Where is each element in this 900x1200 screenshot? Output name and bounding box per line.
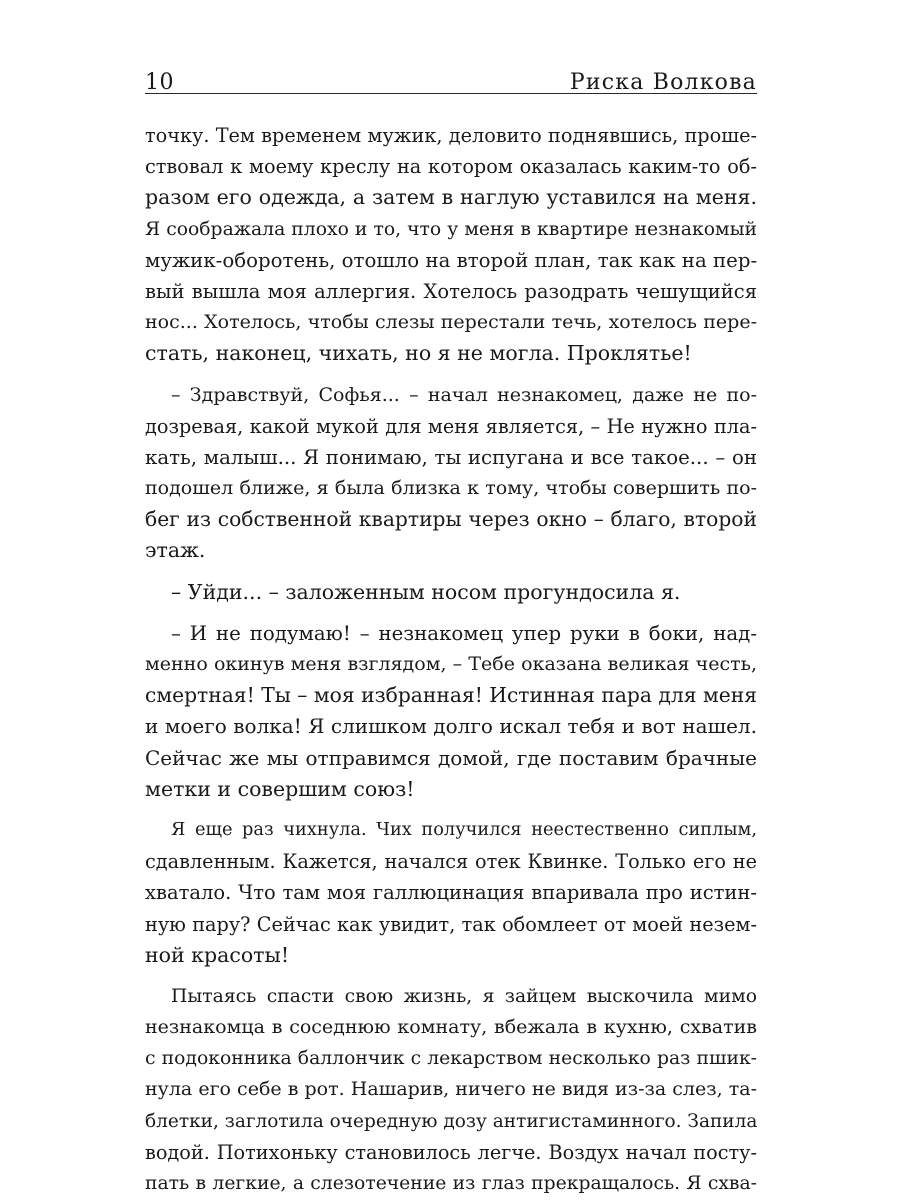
paragraph-gap (145, 370, 757, 380)
text-line: ную пару? Сейчас как увидит, так обомлеет от моей незем- (145, 912, 757, 936)
text-line: Пытаясь спасти свою жизнь, я зайцем выскочила мимо (171, 985, 757, 1007)
text-line: – Уйди... – заложенным носом прогундосила я. (171, 579, 681, 604)
text-line: стать, наконец, чихать, но я не могла. Проклятье! (145, 341, 692, 366)
text-line: этаж. (145, 538, 206, 563)
text-line: незнакомца в соседнюю комнату, вбежала в кухню, схватив (145, 1016, 757, 1039)
text-line: бег из собственной квартиры через окно – благо, второй (145, 507, 757, 532)
text-line: Сейчас же мы отправимся домой, где поставим брачные (145, 745, 757, 770)
text-line: менно окинув меня взглядом, – Тебе оказана великая честь, (145, 653, 757, 675)
text-line: подошел ближе, я была близка к тому, чтобы совершить по- (145, 477, 757, 500)
text-line: водой. Потихоньку становилось легче. Воздух начал посту- (145, 1140, 757, 1164)
book-page (145, 60, 757, 1199)
running-head (145, 60, 757, 94)
text-line: вый вышла моя аллергия. Хотелось разодрать чешущийся (145, 279, 757, 303)
text-line: нос... Хотелось, чтобы слезы перестали течь, хотелось пере- (145, 311, 757, 334)
text-line: мужик-оборотень, отошло на второй план, так как на пер- (145, 248, 758, 272)
paragraph-gap (145, 608, 757, 618)
text-line: точку. Тем временем мужик, деловито поднявшись, проше- (145, 124, 757, 147)
text-line: нула его себе в рот. Нашарив, ничего не видя из-за слез, та- (145, 1078, 757, 1101)
text-line: Я еще раз чихнула. Чих получился неестественно сиплым, (171, 819, 757, 840)
text-line: пать в легкие, а слезотечение из глаз прекращалось. Я схва- (145, 1173, 757, 1194)
page-number: 10 (145, 70, 174, 95)
text-line: разом его одежда, а затем в наглую уставился на меня. (145, 185, 757, 210)
text-line: ствовал к моему креслу на котором оказалась каким-то об- (145, 155, 757, 179)
paragraph-gap (145, 805, 757, 815)
text-line: кать, малыш... Я понимаю, ты испугана и все такое... – он (145, 445, 757, 469)
running-head-author: Риска Волкова (569, 70, 757, 95)
text-line: смертная! Ты – моя избранная! Истинная пара для меня (145, 683, 757, 708)
paragraph-gap (145, 971, 757, 981)
text-line: с подоконника баллончик с лекарством несколько раз пшик- (145, 1048, 757, 1070)
text-line: блетки, заглотила очередную дозу антигистаминного. Запила (145, 1110, 758, 1132)
paragraph-gap (145, 567, 757, 577)
text-line: хватало. Что там моя галлюцинация впаривала про истин- (145, 881, 757, 905)
text-line: метки и совершим союз! (145, 776, 415, 801)
text-line: дозревая, какой мукой для меня является, – Не нужно пла- (145, 414, 757, 438)
text-line: Я соображала плохо и то, что у меня в квартире незнакомый (145, 218, 757, 240)
text-line: сдавленным. Кажется, начался отек Квинке. Только его не (145, 850, 757, 874)
body-text (145, 120, 757, 1199)
text-line: – И не подумаю! – незнакомец упер руки в боки, над- (171, 621, 757, 645)
text-line: – Здравствуй, Софья... – начал незнакомец, даже не по- (171, 383, 757, 406)
text-line: ной красоты! (145, 942, 290, 967)
text-line: и моего волка! Я слишком долго искал тебя и вот нашел. (145, 714, 757, 739)
